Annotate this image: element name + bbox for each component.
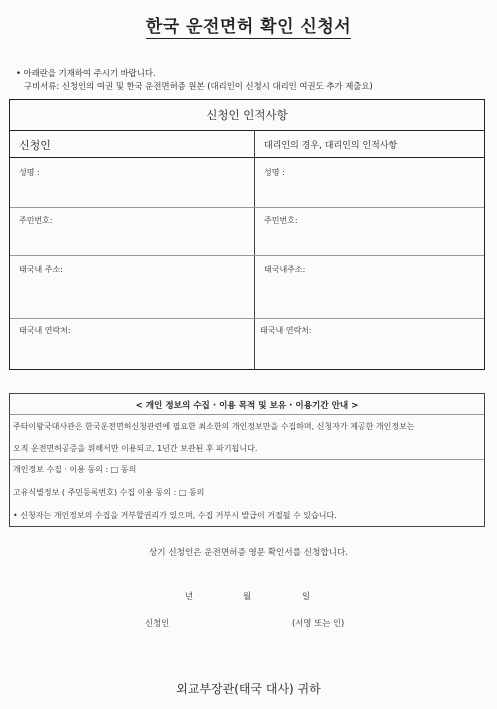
date-month[interactable]: 월 xyxy=(243,591,252,601)
applicant-info-section xyxy=(9,99,485,370)
signature-label: 신청인 xyxy=(145,618,170,628)
addressee: 외교부장관(태국 대사) 귀하 xyxy=(176,682,321,696)
row-divider xyxy=(10,459,484,460)
applicant-id-field[interactable]: 주민번호: xyxy=(19,216,53,225)
instruction-line: • 아래란을 기재하여 주시기 바랍니다. xyxy=(16,68,156,78)
refusal-notice: • 신청자는 개인정보의 수집을 거부할권리가 있으며, 수집 거부시 발급이 거절될 수 있습니다. xyxy=(13,511,337,520)
privacy-body: 오직 운전면허공증을 위해서만 이용되고, 1년간 보관된 후 파기됩니다. xyxy=(13,444,258,453)
date-day[interactable]: 일 xyxy=(302,591,311,601)
applicant-address-field[interactable]: 태국내 주소: xyxy=(19,265,63,274)
consent-unique-id[interactable]: 고유식별정보 ( 주민등록번호) 수집 이용 동의 : □ 동의 xyxy=(13,488,205,497)
row-divider xyxy=(10,414,484,415)
date-year[interactable]: 년 xyxy=(185,591,194,601)
applicant-phone-field[interactable]: 태국내 연락처: xyxy=(19,326,71,335)
row-divider xyxy=(10,255,484,256)
required-documents: 구비서류: 신청인의 여권 및 한국 운전면허증 원본 (대리인이 신청시 대리인 여권도 추가 제출요) xyxy=(24,81,373,91)
privacy-header: < 개인 정보의 수집 · 이용 목적 및 보유 · 이용기간 안내 > xyxy=(135,401,359,411)
proxy-column-title: 대리인의 경우, 대리인의 인적사항 xyxy=(264,141,398,151)
column-header-row xyxy=(10,131,484,158)
consent-personal-info[interactable]: 개인정보 수집 · 이용 동의 : □ 동의 xyxy=(13,465,137,474)
proxy-id-field[interactable]: 주민번호: xyxy=(264,216,298,225)
applicant-name-field[interactable]: 성명 : xyxy=(19,168,40,177)
row-divider xyxy=(10,207,484,208)
privacy-body: 주타이왕국대사관은 한국운전면허신청관련에 필요한 최소한의 개인정보만을 수집하며, 신청자가 제공한 개인정보는 xyxy=(13,422,415,431)
privacy-consent-section xyxy=(9,393,485,527)
section-header: 신청인 인적사항 xyxy=(10,100,484,131)
form-title: 한국 운전면허 확인 신청서 xyxy=(145,17,352,37)
row-divider xyxy=(10,318,484,319)
proxy-address-field[interactable]: 태국내주소: xyxy=(264,265,306,274)
application-statement: 상기 신청인은 운전면허증 영문 확인서를 신청합니다. xyxy=(148,548,349,558)
instructions xyxy=(16,67,373,93)
proxy-name-field[interactable]: 성명 : xyxy=(264,168,285,177)
proxy-phone-field[interactable]: 태국내 연락처: xyxy=(260,326,312,335)
signature-field[interactable]: (서명 또는 인) xyxy=(292,618,345,628)
applicant-column-title: 신청인 xyxy=(19,139,51,152)
column-divider xyxy=(254,131,255,369)
